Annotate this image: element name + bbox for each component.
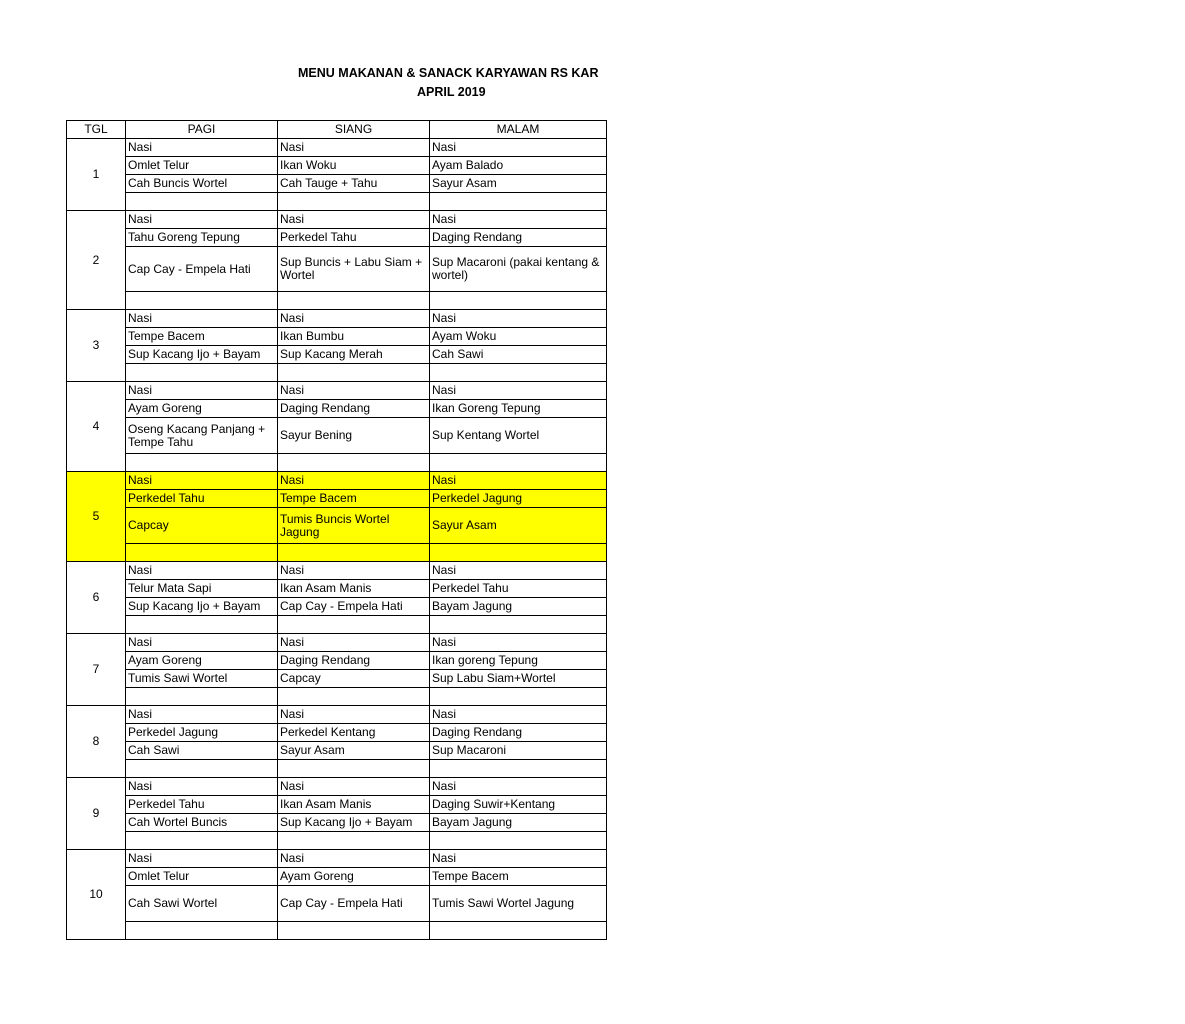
siang-cell xyxy=(278,292,430,310)
table-row xyxy=(67,490,607,508)
pagi-cell: Omlet Telur xyxy=(126,157,278,175)
malam-cell xyxy=(430,616,607,634)
malam-cell: Cah Sawi xyxy=(430,346,607,364)
pagi-cell: Telur Mata Sapi xyxy=(126,580,278,598)
table-row xyxy=(67,616,607,634)
siang-cell: Nasi xyxy=(278,562,430,580)
table-row xyxy=(67,400,607,418)
malam-cell: Sup Labu Siam+Wortel xyxy=(430,670,607,688)
malam-cell: Tempe Bacem xyxy=(430,868,607,886)
date-cell: 10 xyxy=(67,850,126,940)
table-row xyxy=(67,922,607,940)
date-cell: 8 xyxy=(67,706,126,778)
malam-cell: Perkedel Tahu xyxy=(430,580,607,598)
pagi-cell xyxy=(126,193,278,211)
table-row xyxy=(67,310,607,328)
malam-cell xyxy=(430,688,607,706)
table-row xyxy=(67,814,607,832)
table-row xyxy=(67,886,607,922)
siang-cell: Sayur Asam xyxy=(278,742,430,760)
table-header-row xyxy=(67,121,607,139)
malam-cell: Nasi xyxy=(430,310,607,328)
siang-cell: Nasi xyxy=(278,634,430,652)
table-row xyxy=(67,652,607,670)
pagi-cell: Sup Kacang Ijo + Bayam xyxy=(126,346,278,364)
malam-cell: Bayam Jagung xyxy=(430,598,607,616)
date-cell: 2 xyxy=(67,211,126,310)
siang-cell: Perkedel Kentang xyxy=(278,724,430,742)
siang-cell: Nasi xyxy=(278,706,430,724)
table-row xyxy=(67,454,607,472)
pagi-cell xyxy=(126,688,278,706)
pagi-cell: Nasi xyxy=(126,211,278,229)
siang-cell: Nasi xyxy=(278,382,430,400)
malam-cell: Nasi xyxy=(430,706,607,724)
pagi-cell xyxy=(126,832,278,850)
siang-cell: Cap Cay - Empela Hati xyxy=(278,598,430,616)
table-row xyxy=(67,580,607,598)
table-row xyxy=(67,742,607,760)
table-row xyxy=(67,544,607,562)
malam-cell xyxy=(430,832,607,850)
pagi-cell xyxy=(126,364,278,382)
date-cell: 4 xyxy=(67,382,126,472)
siang-cell: Sup Kacang Merah xyxy=(278,346,430,364)
siang-cell: Ikan Woku xyxy=(278,157,430,175)
table-row xyxy=(67,229,607,247)
table-row xyxy=(67,328,607,346)
table-row xyxy=(67,418,607,454)
pagi-cell: Oseng Kacang Panjang + Tempe Tahu xyxy=(126,418,278,454)
table-row xyxy=(67,157,607,175)
siang-cell xyxy=(278,364,430,382)
malam-cell: Nasi xyxy=(430,472,607,490)
pagi-cell: Cah Sawi xyxy=(126,742,278,760)
pagi-cell: Tumis Sawi Wortel xyxy=(126,670,278,688)
table-row xyxy=(67,508,607,544)
table-row xyxy=(67,364,607,382)
table-row xyxy=(67,292,607,310)
column-header-pagi: PAGI xyxy=(126,121,278,139)
table-row xyxy=(67,598,607,616)
siang-cell: Sup Buncis + Labu Siam + Wortel xyxy=(278,247,430,292)
pagi-cell xyxy=(126,760,278,778)
pagi-cell: Perkedel Tahu xyxy=(126,796,278,814)
siang-cell xyxy=(278,832,430,850)
date-cell: 3 xyxy=(67,310,126,382)
pagi-cell: Nasi xyxy=(126,382,278,400)
pagi-cell: Cah Sawi Wortel xyxy=(126,886,278,922)
malam-cell: Sayur Asam xyxy=(430,175,607,193)
pagi-cell: Nasi xyxy=(126,310,278,328)
menu-title: MENU MAKANAN & SANACK KARYAWAN RS KAR xyxy=(298,66,599,80)
pagi-cell: Cap Cay - Empela Hati xyxy=(126,247,278,292)
malam-cell: Sup Macaroni (pakai kentang & wortel) xyxy=(430,247,607,292)
siang-cell: Cap Cay - Empela Hati xyxy=(278,886,430,922)
menu-subtitle: APRIL 2019 xyxy=(417,85,486,99)
siang-cell: Sayur Bening xyxy=(278,418,430,454)
menu-sheet xyxy=(66,120,600,949)
column-header-tgl: TGL xyxy=(67,121,126,139)
pagi-cell: Nasi xyxy=(126,562,278,580)
table-row xyxy=(67,193,607,211)
malam-cell: Nasi xyxy=(430,211,607,229)
malam-cell: Nasi xyxy=(430,778,607,796)
column-header-malam: MALAM xyxy=(430,121,607,139)
pagi-cell: Nasi xyxy=(126,706,278,724)
malam-cell: Daging Suwir+Kentang xyxy=(430,796,607,814)
malam-cell: Daging Rendang xyxy=(430,229,607,247)
malam-cell: Ayam Woku xyxy=(430,328,607,346)
malam-cell xyxy=(430,544,607,562)
date-cell: 9 xyxy=(67,778,126,850)
siang-cell: Nasi xyxy=(278,850,430,868)
siang-cell: Daging Rendang xyxy=(278,400,430,418)
menu-body xyxy=(67,139,607,940)
pagi-cell xyxy=(126,922,278,940)
malam-cell: Bayam Jagung xyxy=(430,814,607,832)
table-row xyxy=(67,796,607,814)
table-row xyxy=(67,832,607,850)
siang-cell xyxy=(278,616,430,634)
pagi-cell xyxy=(126,454,278,472)
siang-cell: Tempe Bacem xyxy=(278,490,430,508)
siang-cell: Daging Rendang xyxy=(278,652,430,670)
date-cell: 6 xyxy=(67,562,126,634)
table-row xyxy=(67,562,607,580)
pagi-cell: Nasi xyxy=(126,634,278,652)
table-row xyxy=(67,175,607,193)
siang-cell xyxy=(278,922,430,940)
date-cell: 5 xyxy=(67,472,126,562)
pagi-cell: Cah Wortel Buncis xyxy=(126,814,278,832)
siang-cell xyxy=(278,688,430,706)
pagi-cell xyxy=(126,292,278,310)
malam-cell: Tumis Sawi Wortel Jagung xyxy=(430,886,607,922)
malam-cell xyxy=(430,193,607,211)
malam-cell xyxy=(430,454,607,472)
siang-cell: Ikan Bumbu xyxy=(278,328,430,346)
table-row xyxy=(67,778,607,796)
pagi-cell: Omlet Telur xyxy=(126,868,278,886)
siang-cell xyxy=(278,760,430,778)
malam-cell: Nasi xyxy=(430,139,607,157)
siang-cell xyxy=(278,544,430,562)
siang-cell: Perkedel Tahu xyxy=(278,229,430,247)
malam-cell: Ikan Goreng Tepung xyxy=(430,400,607,418)
siang-cell: Ikan Asam Manis xyxy=(278,580,430,598)
pagi-cell: Sup Kacang Ijo + Bayam xyxy=(126,598,278,616)
pagi-cell: Capcay xyxy=(126,508,278,544)
malam-cell: Nasi xyxy=(430,850,607,868)
table-row xyxy=(67,247,607,292)
pagi-cell xyxy=(126,616,278,634)
table-row xyxy=(67,634,607,652)
malam-cell xyxy=(430,760,607,778)
table-row xyxy=(67,139,607,157)
malam-cell: Nasi xyxy=(430,382,607,400)
siang-cell: Nasi xyxy=(278,139,430,157)
table-row xyxy=(67,670,607,688)
siang-cell: Cah Tauge + Tahu xyxy=(278,175,430,193)
siang-cell: Tumis Buncis Wortel Jagung xyxy=(278,508,430,544)
malam-cell: Sup Macaroni xyxy=(430,742,607,760)
pagi-cell: Ayam Goreng xyxy=(126,400,278,418)
pagi-cell: Nasi xyxy=(126,778,278,796)
siang-cell: Ikan Asam Manis xyxy=(278,796,430,814)
pagi-cell: Nasi xyxy=(126,472,278,490)
siang-cell: Nasi xyxy=(278,310,430,328)
siang-cell: Nasi xyxy=(278,472,430,490)
table-row xyxy=(67,760,607,778)
table-row xyxy=(67,382,607,400)
table-row xyxy=(67,706,607,724)
table-row xyxy=(67,868,607,886)
table-row xyxy=(67,850,607,868)
table-row xyxy=(67,724,607,742)
siang-cell: Ayam Goreng xyxy=(278,868,430,886)
siang-cell xyxy=(278,193,430,211)
siang-cell: Nasi xyxy=(278,211,430,229)
pagi-cell: Tempe Bacem xyxy=(126,328,278,346)
malam-cell: Nasi xyxy=(430,634,607,652)
pagi-cell: Nasi xyxy=(126,139,278,157)
malam-cell: Ikan goreng Tepung xyxy=(430,652,607,670)
pagi-cell: Perkedel Jagung xyxy=(126,724,278,742)
malam-cell: Sayur Asam xyxy=(430,508,607,544)
table-row xyxy=(67,688,607,706)
malam-cell: Ayam Balado xyxy=(430,157,607,175)
malam-cell: Nasi xyxy=(430,562,607,580)
table-row xyxy=(67,346,607,364)
date-cell: 1 xyxy=(67,139,126,211)
table-row xyxy=(67,472,607,490)
siang-cell: Capcay xyxy=(278,670,430,688)
pagi-cell xyxy=(126,544,278,562)
malam-cell: Perkedel Jagung xyxy=(430,490,607,508)
column-header-siang: SIANG xyxy=(278,121,430,139)
pagi-cell: Tahu Goreng Tepung xyxy=(126,229,278,247)
pagi-cell: Perkedel Tahu xyxy=(126,490,278,508)
malam-cell: Daging Rendang xyxy=(430,724,607,742)
pagi-cell: Ayam Goreng xyxy=(126,652,278,670)
date-cell: 7 xyxy=(67,634,126,706)
malam-cell xyxy=(430,364,607,382)
pagi-cell: Nasi xyxy=(126,850,278,868)
table-row xyxy=(67,211,607,229)
malam-cell: Sup Kentang Wortel xyxy=(430,418,607,454)
malam-cell xyxy=(430,922,607,940)
siang-cell: Nasi xyxy=(278,778,430,796)
pagi-cell: Cah Buncis Wortel xyxy=(126,175,278,193)
malam-cell xyxy=(430,292,607,310)
menu-table xyxy=(66,120,607,940)
siang-cell xyxy=(278,454,430,472)
siang-cell: Sup Kacang Ijo + Bayam xyxy=(278,814,430,832)
